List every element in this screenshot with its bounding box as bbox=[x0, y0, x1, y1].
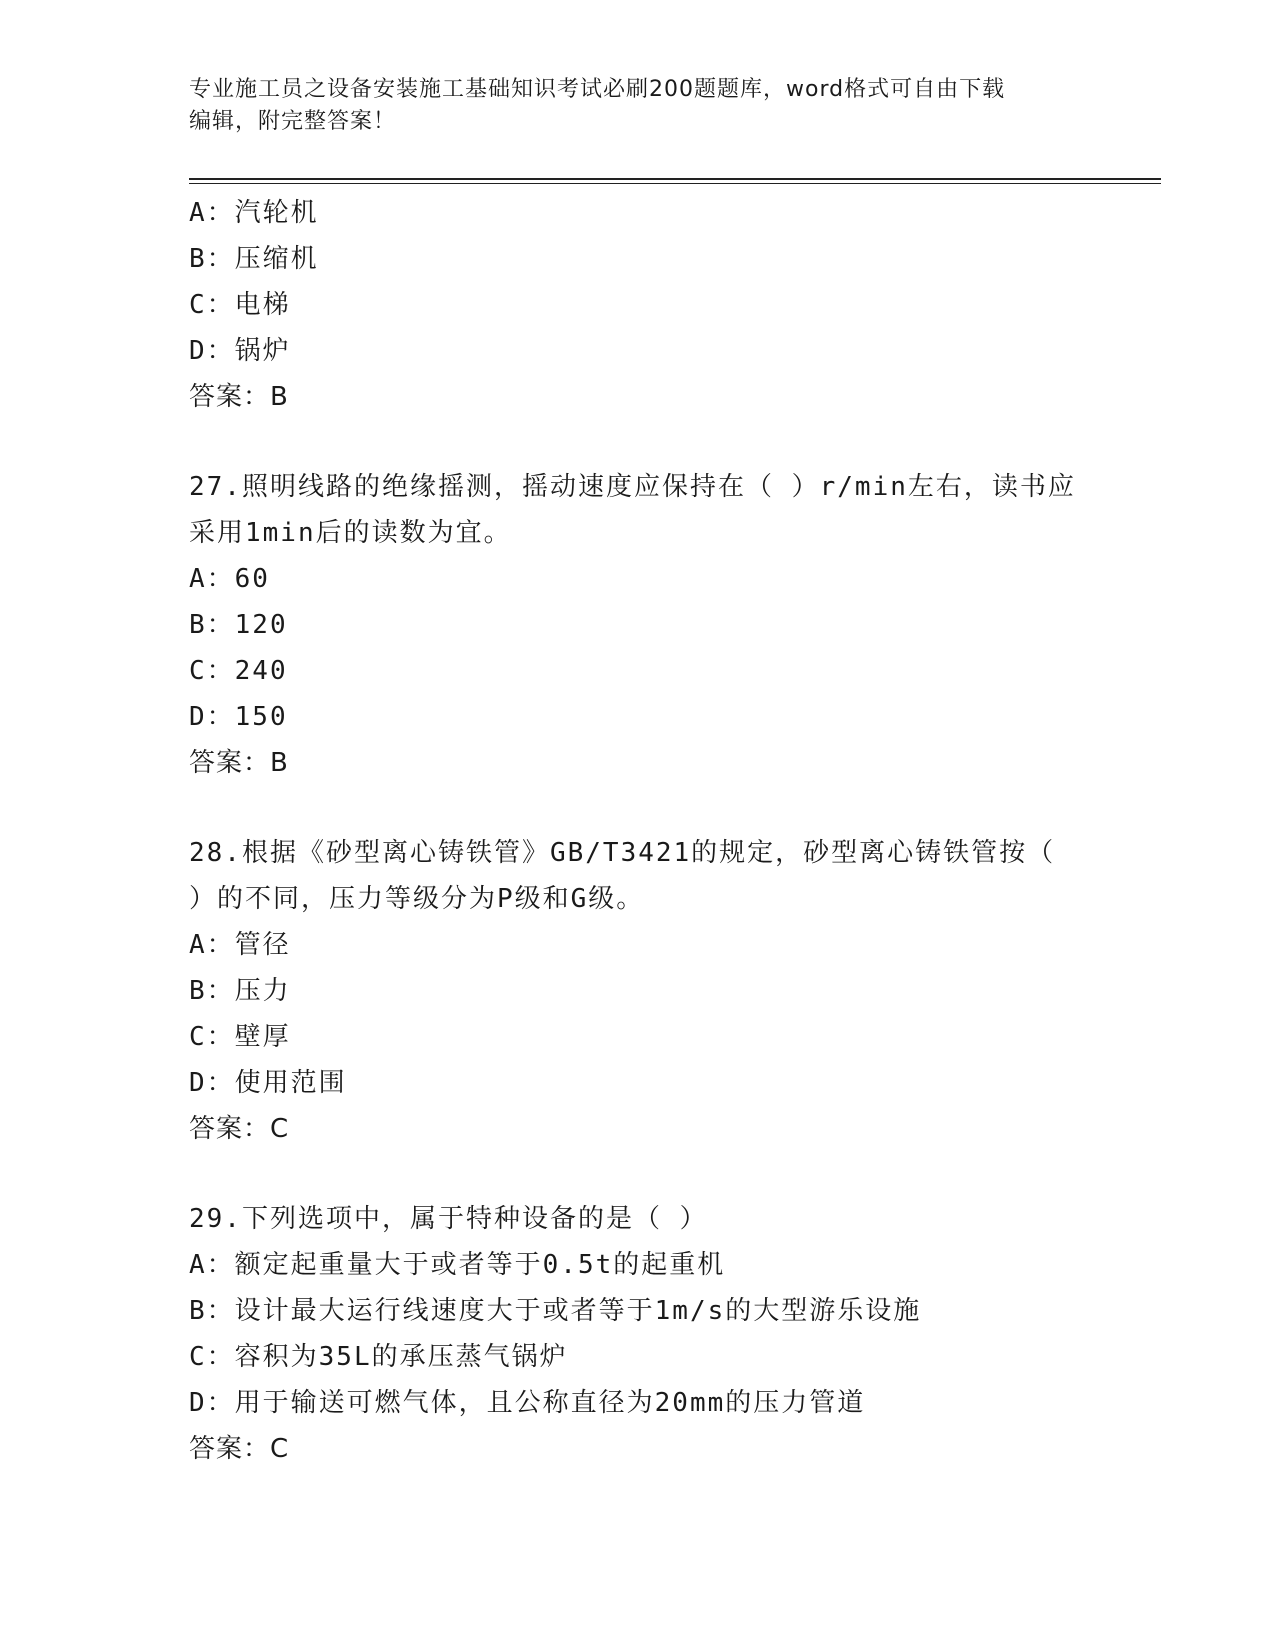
option-c: C：壁厚 bbox=[189, 1022, 291, 1052]
header-divider-thick bbox=[189, 178, 1161, 180]
option-a: A：管径 bbox=[189, 930, 291, 960]
question-text-line-2: 采用1min后的读数为宜。 bbox=[189, 518, 512, 548]
question-text-line-1: 27.照明线路的绝缘摇测，摇动速度应保持在（ ）r/min左右，读书应 bbox=[189, 472, 1076, 502]
document-header bbox=[189, 74, 1089, 138]
question-27 bbox=[189, 464, 1089, 786]
option-d: D：150 bbox=[189, 702, 288, 732]
question-text-line-1: 29.下列选项中，属于特种设备的是（ ） bbox=[189, 1204, 708, 1234]
answer: 答案：B bbox=[189, 382, 289, 412]
option-d: D：锅炉 bbox=[189, 336, 291, 366]
option-c: C：电梯 bbox=[189, 290, 291, 320]
option-b: B：压缩机 bbox=[189, 244, 319, 274]
header-line-1: 专业施工员之设备安装施工基础知识考试必刷200题题库，word格式可自由下载 bbox=[189, 77, 1006, 102]
question-text-line-1: 28.根据《砂型离心铸铁管》GB/T3421的规定，砂型离心铸铁管按（ bbox=[189, 838, 1056, 868]
question-26 bbox=[189, 190, 1089, 420]
option-d: D：使用范围 bbox=[189, 1068, 347, 1098]
header-line-2: 编辑，附完整答案！ bbox=[189, 109, 397, 134]
question-28 bbox=[189, 830, 1089, 1152]
answer: 答案：C bbox=[189, 1434, 290, 1464]
option-b: B：120 bbox=[189, 610, 288, 640]
option-b: B：压力 bbox=[189, 976, 291, 1006]
option-c: C：容积为35L的承压蒸气锅炉 bbox=[189, 1342, 568, 1372]
question-list bbox=[189, 190, 1089, 1472]
option-b: B：设计最大运行线速度大于或者等于1m/s的大型游乐设施 bbox=[189, 1296, 922, 1326]
answer: 答案：C bbox=[189, 1114, 290, 1144]
question-text-line-2: ）的不同，压力等级分为P级和G级。 bbox=[189, 884, 645, 914]
question-29 bbox=[189, 1196, 1089, 1472]
option-a: A：额定起重量大于或者等于0.5t的起重机 bbox=[189, 1250, 726, 1280]
option-a: A：60 bbox=[189, 564, 270, 594]
option-c: C：240 bbox=[189, 656, 288, 686]
answer: 答案：B bbox=[189, 748, 289, 778]
option-d: D：用于输送可燃气体，且公称直径为20mm的压力管道 bbox=[189, 1388, 866, 1418]
header-divider-thin bbox=[189, 183, 1161, 184]
option-a: A：汽轮机 bbox=[189, 198, 319, 228]
